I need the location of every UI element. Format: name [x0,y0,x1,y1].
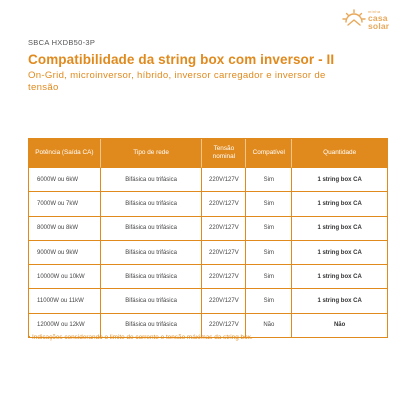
cell-compatible: Sim [246,168,292,192]
cell-grid-type: Bifásica ou trifásica [101,314,203,338]
cell-grid-type: Bifásica ou trifásica [101,168,203,192]
logo-small-text: minha [368,9,381,14]
column-header-power: Potência (Saída CA) [29,139,101,168]
table-row [29,168,388,192]
cell-compatible: Sim [246,289,292,313]
column-header-voltage: Tensão nominal [202,139,246,168]
cell-grid-type: Bifásica ou trifásica [101,217,203,241]
table-row [29,192,388,216]
table-row [29,265,388,289]
cell-grid-type: Bifásica ou trifásica [101,192,203,216]
cell-quantity: 1 string box CA [292,217,388,241]
cell-compatible: Sim [246,192,292,216]
cell-quantity: 1 string box CA [292,289,388,313]
cell-compatible: Não [246,314,292,338]
cell-grid-type: Bifásica ou trifásica [101,289,203,313]
cell-voltage: 220V/127V [202,265,246,289]
cell-power: 7000W ou 7kW [29,192,101,216]
column-header-compatible: Compatível [246,139,292,168]
cell-voltage: 220V/127V [202,314,246,338]
table-row [29,217,388,241]
cell-grid-type: Bifásica ou trifásica [101,241,203,265]
cell-power: 6000W ou 6kW [29,168,101,192]
cell-voltage: 220V/127V [202,289,246,313]
product-code: SBCA HXDB50-3P [28,38,96,47]
compatibility-table [28,138,388,338]
cell-voltage: 220V/127V [202,217,246,241]
logo [338,6,398,34]
table-row [29,289,388,313]
cell-power: 11000W ou 11kW [29,289,101,313]
cell-compatible: Sim [246,217,292,241]
cell-compatible: Sim [246,265,292,289]
footnote: • Indicações considerando o limite de corrente e tensão máximas da string box. [28,334,253,341]
table-header-row [29,139,388,168]
cell-quantity: 1 string box CA [292,168,388,192]
sun-roof-icon [342,8,366,28]
cell-power: 8000W ou 8kW [29,217,101,241]
cell-power: 12000W ou 12kW [29,314,101,338]
logo-line-1: casa [368,13,388,23]
cell-quantity: Não [292,314,388,338]
cell-voltage: 220V/127V [202,241,246,265]
page-subtitle: On-Grid, microinversor, híbrido, inversor carregador e inversor de tensão [28,70,326,93]
table-row [29,241,388,265]
cell-power: 9000W ou 9kW [29,241,101,265]
logo-wordmark [368,14,389,30]
page-title: Compatibilidade da string box com inversor - II [28,52,335,67]
cell-quantity: 1 string box CA [292,241,388,265]
cell-grid-type: Bifásica ou trifásica [101,265,203,289]
column-header-grid-type: Tipo de rede [101,139,203,168]
cell-voltage: 220V/127V [202,168,246,192]
column-header-quantity: Quantidade [292,139,388,168]
cell-compatible: Sim [246,241,292,265]
cell-voltage: 220V/127V [202,192,246,216]
logo-line-2: solar [368,21,390,31]
cell-power: 10000W ou 10kW [29,265,101,289]
cell-quantity: 1 string box CA [292,265,388,289]
cell-quantity: 1 string box CA [292,192,388,216]
